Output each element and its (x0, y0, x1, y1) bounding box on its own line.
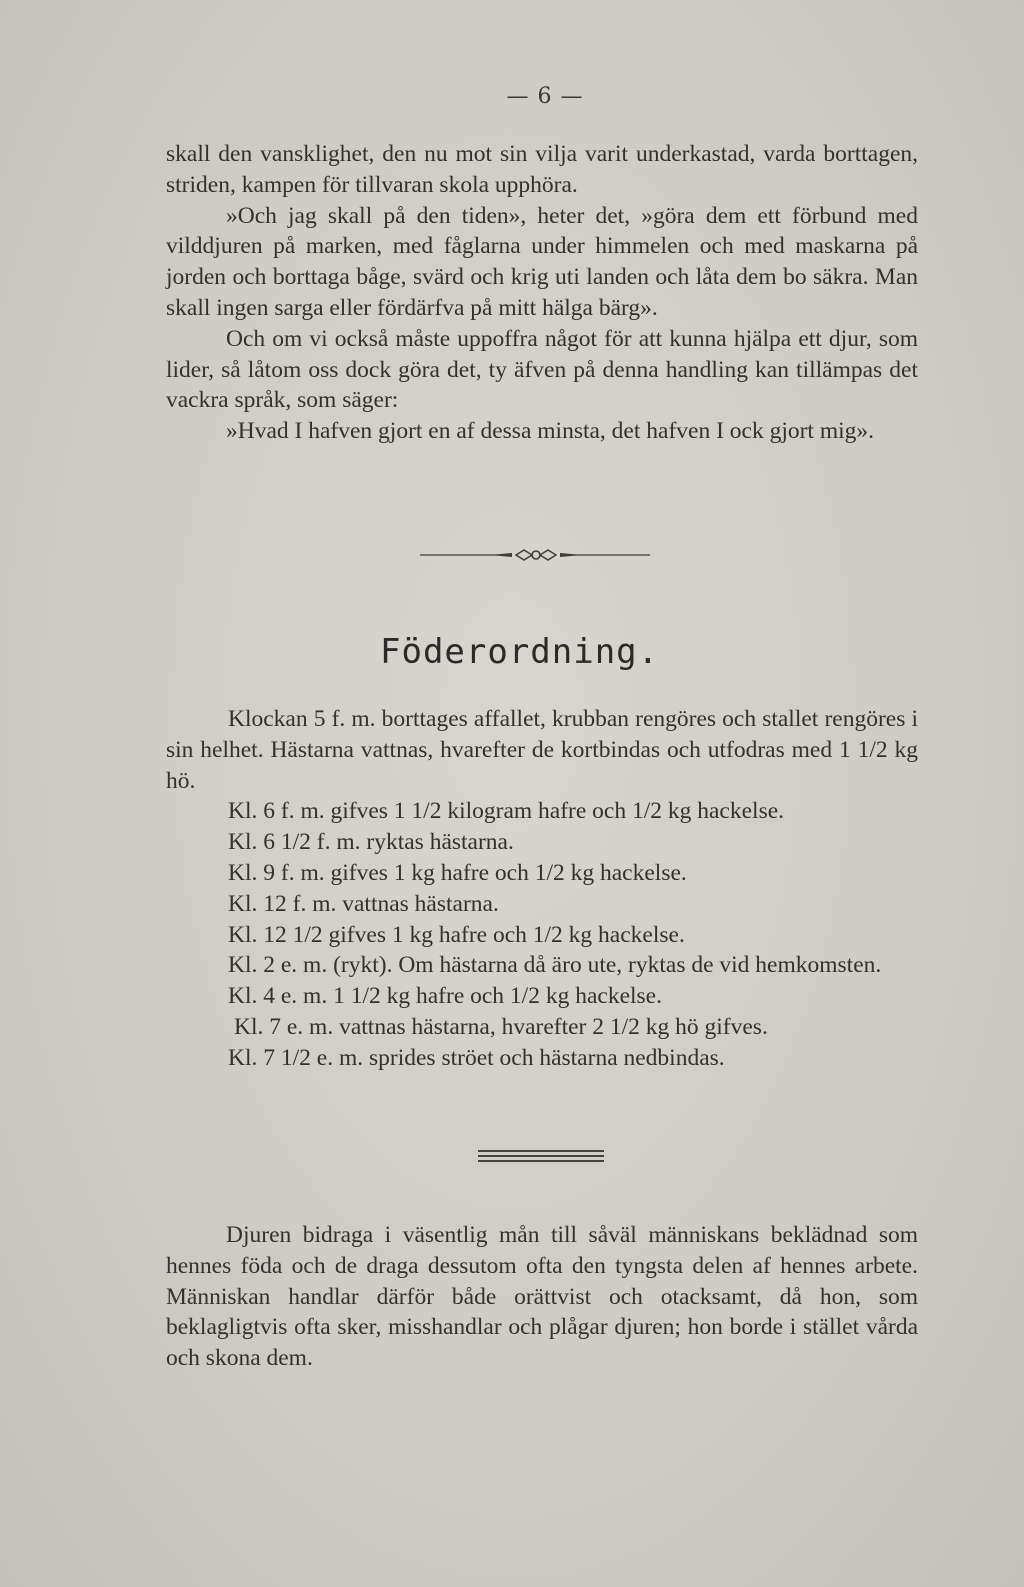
schedule-entry: Kl. 2 e. m. (rykt). Om hästarna då äro ute, ryktas de vid hemkomsten. (228, 952, 882, 979)
page-number: — 6 — (506, 84, 584, 109)
schedule-entry: Kl. 6 f. m. gifves 1 1/2 kilogram hafre och 1/2 kg hackelse. (228, 798, 785, 825)
section-heading: Föderordning. (380, 632, 660, 672)
schedule-entry: Kl. 9 f. m. gifves 1 kg hafre och 1/2 kg hackelse. (228, 859, 687, 886)
feeding-schedule (166, 704, 918, 1074)
section-ornament (420, 545, 650, 565)
schedule-entry: Kl. 12 f. m. vattnas hästarna. (228, 890, 499, 917)
intro-paragraph-1: skall den vansklighet, den nu mot sin vilja varit underkastad, varda borttagen, striden, kampen för tillvaran skola upphöra. (166, 141, 918, 198)
schedule-entry: Kl. 7 1/2 e. m. sprides ströet och hästarna nedbindas. (228, 1044, 725, 1071)
intro-text (166, 139, 918, 447)
closing-text (166, 1220, 918, 1374)
closing-paragraph: Djuren bidraga i väsentlig mån till såväl människans beklädnad som hennes föda och de draga dessutom ofta den tyngsta delen af hennes arbete. Människan handlar därför både orättvist och otacksamt, då hon, som beklagligtvis ofta sker, misshandlar och plågar djuren; hon borde i stället vårda och skona dem. (166, 1222, 918, 1372)
schedule-entry: Klockan 5 f. m. borttages affallet, krubban rengöres och stallet rengöres i sin helhet. Hästarna vattnas, hvarefter de kortbindas och utfodras med 1 1/2 kg hö. (166, 706, 918, 794)
schedule-entry: Kl. 12 1/2 gifves 1 kg hafre och 1/2 kg hackelse. (228, 921, 685, 948)
schedule-entry: Kl. 7 e. m. vattnas hästarna, hvarefter 2 1/2 kg hö gifves. (234, 1013, 768, 1040)
intro-paragraph-2: »Och jag skall på den tiden», heter det, »göra dem ett förbund med vilddjuren på marken, med fåglarna under himmelen och med maskarna på jorden och borttaga båge, svärd och krig uti landen och låta dem bo säkra. Man skall ingen sarga eller fördärfva på mitt hälga bärg». (166, 202, 918, 321)
section-divider (478, 1150, 604, 1162)
schedule-entry: Kl. 4 e. m. 1 1/2 kg hafre och 1/2 kg hackelse. (228, 983, 662, 1010)
intro-paragraph-3: Och om vi också måste uppoffra något för att kunna hjälpa ett djur, som lider, så låtom oss dock göra det, ty äfven på denna handling kan tillämpas det vackra språk, som säger: (166, 325, 918, 414)
intro-paragraph-4: »Hvad I hafven gjort en af dessa minsta, det hafven I ock gjort mig». (226, 418, 875, 445)
schedule-entry: Kl. 6 1/2 f. m. ryktas hästarna. (228, 829, 514, 856)
